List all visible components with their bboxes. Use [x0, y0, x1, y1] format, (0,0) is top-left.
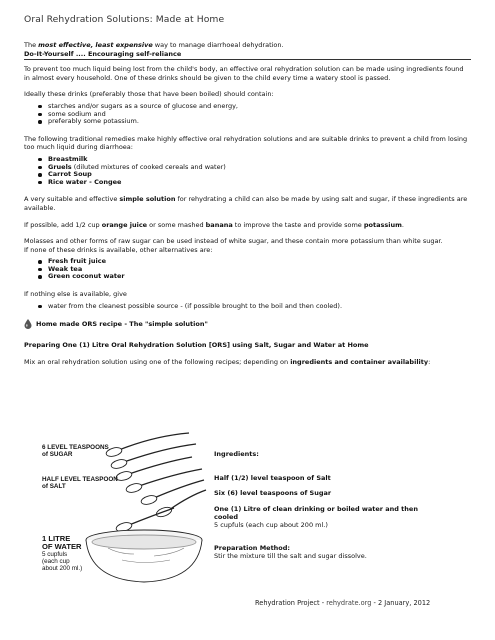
list-item: preferably some potassium.	[48, 118, 471, 126]
text-bold: orange juice	[101, 220, 148, 229]
ors-recipe-heading	[24, 319, 471, 329]
paragraph-nothing-else: If nothing else is available, give	[24, 290, 127, 299]
method-text: Stir the mixture till the salt and sugar dissolve.	[214, 552, 367, 560]
contain-list	[24, 103, 471, 126]
remedy-name: Carrot Soup	[48, 170, 92, 179]
sugar-label	[42, 444, 109, 458]
ingredients-heading	[214, 451, 259, 459]
intro-line-1	[24, 41, 471, 50]
paragraph-remedies: The following traditional remedies make highly effective oral rehydration solutions and are suitable drinks to prevent a child from losing too much liquid during diarrhoea:	[24, 134, 468, 152]
list-item	[48, 258, 471, 266]
intro-emphasis: most effective, least expensive	[38, 41, 153, 49]
label-line: 5 cupfuls	[42, 551, 68, 558]
label-line: HALF LEVEL TEASPOON	[42, 476, 118, 483]
ors-recipe-title: Home made ORS recipe - The "simple solution"	[36, 320, 208, 329]
footer-text: Rehydration Project -	[255, 599, 327, 607]
water-drop-icon	[24, 319, 32, 329]
label-line: 6 LEVEL TEASPOONS	[42, 444, 109, 451]
remedy-name: Breastmilk	[48, 154, 88, 163]
ingredient-salt	[214, 475, 331, 483]
list-item: starches and/or sugars as a source of glucose and energy,	[48, 103, 471, 111]
divider	[24, 59, 471, 60]
list-item	[48, 273, 471, 281]
preparing-title: Preparing One (1) Litre Oral Rehydration Solution [ORS] using Salt, Sugar and Water at Home	[24, 341, 369, 350]
text-bold: potassium	[363, 220, 402, 229]
paragraph-mix	[24, 358, 471, 367]
page-title: Oral Rehydration Solutions: Made at Home	[24, 14, 225, 25]
text-bold: banana	[205, 220, 233, 229]
paragraph-ideally: Ideally these drinks (preferably those that have been boiled) should contain:	[24, 90, 274, 99]
label-line: OF WATER	[42, 542, 82, 551]
ors-illustration	[24, 430, 214, 590]
footer-date: - 2 January, 2012	[371, 599, 431, 607]
text: .	[401, 220, 404, 229]
intro-text: The	[24, 41, 39, 49]
label-line: about 200 ml.)	[42, 565, 83, 572]
document-page	[24, 14, 471, 374]
remedy-name: Gruels	[48, 162, 72, 171]
label-line: (each cup	[42, 558, 70, 565]
list-item: water from the cleanest possible source - (if possible brought to the boil and then cooled).	[48, 303, 471, 311]
list-item: some sodium and	[48, 111, 471, 119]
label-line: 1 LITRE	[42, 534, 71, 543]
text: :	[428, 357, 431, 366]
alternative-name: Weak tea	[48, 264, 83, 273]
preparing-heading	[24, 341, 471, 350]
remedy-name: Rice water - Congee	[48, 177, 122, 186]
alternative-name: Green coconut water	[48, 272, 125, 281]
ingredient-text: Six (6) level teaspoons of Sugar	[214, 489, 332, 497]
paragraph-alternatives: If none of these drinks is available, other alternatives are:	[24, 245, 213, 254]
remedy-note: (diluted mixtures of cooked cereals and water)	[71, 162, 226, 171]
text: A very suitable and effective	[24, 195, 120, 204]
footer-site-link[interactable]: rehydrate.org	[326, 599, 372, 607]
paragraph-orange-juice	[24, 221, 471, 230]
paragraph-simple-solution	[24, 195, 471, 212]
text: If possible, add 1/2 cup	[24, 220, 102, 229]
text: or some mashed	[147, 220, 206, 229]
water-list	[24, 303, 471, 311]
ingredient-text: Half (1/2) level teaspoon of Salt	[214, 474, 331, 482]
salt-label	[42, 476, 118, 490]
intro-text-end: way to manage diarrhoeal dehydration.	[152, 41, 284, 49]
ingredient-text: One (1) Litre of clean drinking or boiled water and then cooled	[214, 505, 418, 521]
text: for rehydrating a child can also be made by using salt and sugar, if these ingredients are available.	[24, 195, 468, 212]
list-item	[48, 179, 471, 187]
heading-text: Preparation Method:	[214, 544, 291, 552]
page-footer	[255, 599, 430, 607]
heading-text: Ingredients:	[214, 450, 259, 458]
paragraph-molasses: Molasses and other forms of raw sugar can be used instead of white sugar, and these contain more potassium than white sugar.	[24, 237, 443, 246]
ingredient-water-note: 5 cupfuls (each cup about 200 ml.)	[214, 521, 328, 529]
text-bold: ingredients and container availability	[290, 357, 429, 366]
ingredient-water	[214, 506, 444, 521]
intro-line-2	[24, 50, 471, 59]
intro-tagline: Do-It-Yourself .... Encouraging self-reliance	[24, 49, 182, 58]
remedies-list	[24, 156, 471, 186]
list-item	[48, 164, 471, 172]
recipe-section	[24, 430, 471, 590]
paragraph-prevent: To prevent too much liquid being lost from the child's body, an effective oral rehydration solution can be made using ingredients found in almost every household. One of these drinks should be given to the child every time a watery stool is passed.	[24, 65, 464, 82]
text: to improve the taste and provide some	[232, 220, 364, 229]
text-bold: simple solution	[119, 195, 176, 204]
alternatives-list	[24, 258, 471, 281]
ingredient-sugar	[214, 490, 331, 498]
water-label	[42, 535, 82, 572]
label-line: of SALT	[42, 483, 66, 490]
label-line: of SUGAR	[42, 451, 73, 458]
alternative-name: Fresh fruit juice	[48, 257, 107, 266]
text: Mix an oral rehydration solution using one of the following recipes; depending on	[24, 357, 291, 366]
